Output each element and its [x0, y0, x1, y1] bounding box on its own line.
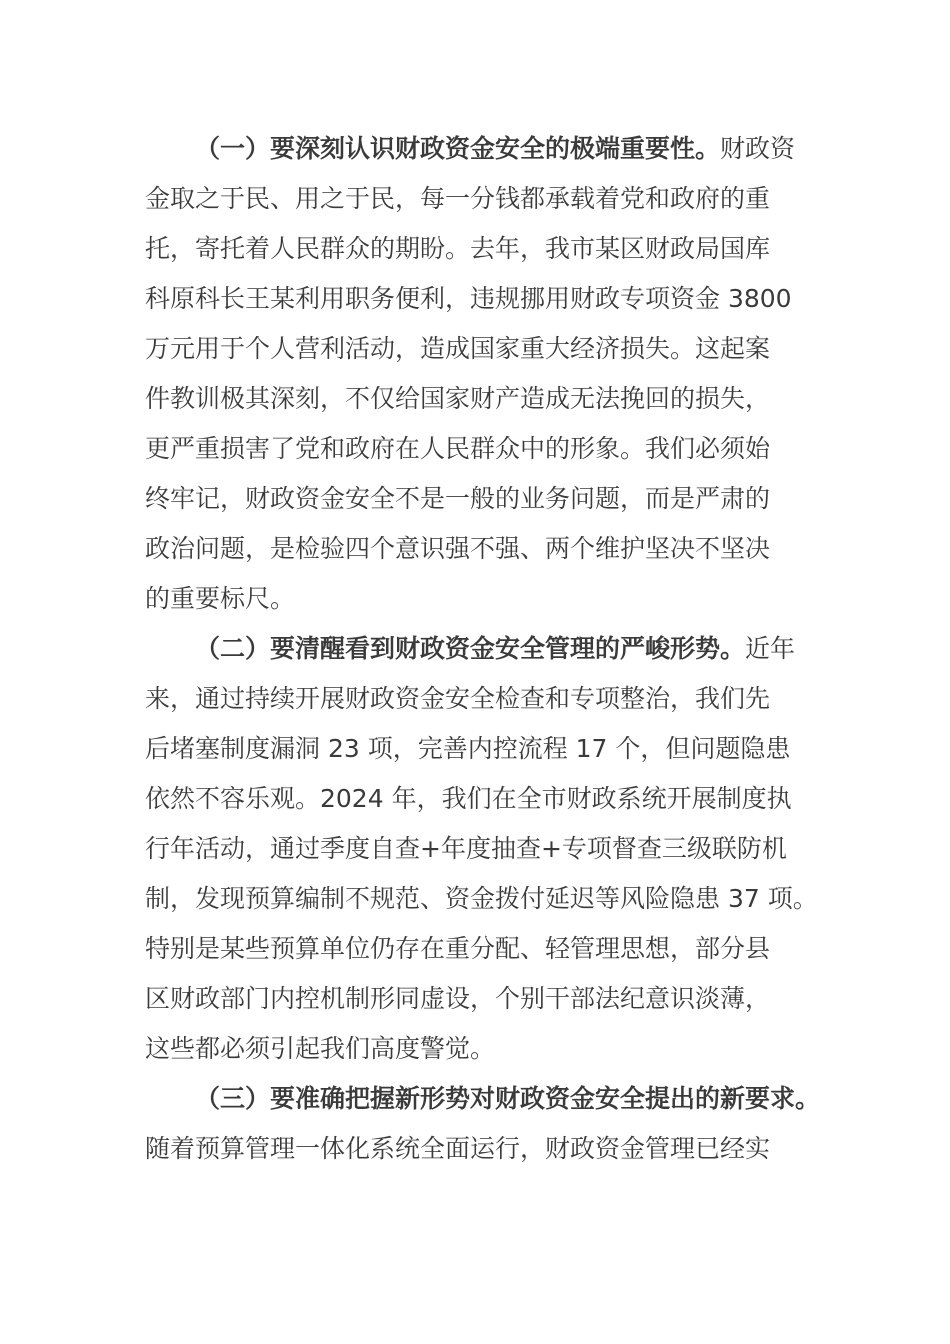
section-1-first-line	[145, 124, 825, 174]
section-2-heading: （二）要清醒看到财政资金安全管理的严峻形势。	[195, 634, 746, 663]
section-1-line: 政治问题，是检验四个意识强不强、两个维护坚决不坚决	[145, 534, 771, 563]
section-2-line: 行年活动，通过季度自查+年度抽查+专项督查三级联防机	[145, 834, 787, 863]
section-1-line: 终牢记，财政资金安全不是一般的业务问题，而是严肃的	[145, 484, 771, 513]
section-2-line: 制，发现预算编制不规范、资金拨付延迟等风险隐患 37 项。	[145, 884, 818, 913]
section-1-line: 万元用于个人营利活动，造成国家重大经济损失。这起案	[145, 334, 771, 363]
section-2-line: 特别是某些预算单位仍存在重分配、轻管理思想，部分县	[145, 934, 771, 963]
section-2-first-line	[145, 624, 825, 674]
section-1-heading: （一）要深刻认识财政资金安全的极端重要性。	[195, 134, 721, 163]
section-1-line: 的重要标尺。	[145, 584, 296, 613]
section-2-line: 后堵塞制度漏洞 23 项，完善内控流程 17 个，但问题隐患	[145, 734, 791, 763]
section-3-heading: （三）要准确把握新形势对财政资金安全提出的新要求。	[195, 1084, 821, 1113]
section-3-first-line	[145, 1074, 825, 1124]
section-1-line: 件教训极其深刻，不仅给国家财产造成无法挽回的损失，	[145, 384, 771, 413]
section-1-line: 更严重损害了党和政府在人民群众中的形象。我们必须始	[145, 434, 771, 463]
section-2-line: 来，通过持续开展财政资金安全检查和专项整治，我们先	[145, 684, 771, 713]
section-1-line: 金取之于民、用之于民，每一分钱都承载着党和政府的重	[145, 184, 771, 213]
section-2-line: 近年	[745, 634, 796, 663]
section-2-line: 这些都必须引起我们高度警觉。	[145, 1034, 496, 1063]
document-body	[145, 124, 825, 1174]
section-3-line: 随着预算管理一体化系统全面运行，财政资金管理已经实	[145, 1134, 771, 1163]
section-1-line: 财政资	[720, 134, 796, 163]
section-2-line: 区财政部门内控机制形同虚设，个别干部法纪意识淡薄，	[145, 984, 771, 1013]
section-2-line: 依然不容乐观。2024 年，我们在全市财政系统开展制度执	[145, 784, 792, 813]
section-1-line: 科原科长王某利用职务便利，违规挪用财政专项资金 3800	[145, 284, 792, 313]
section-1-line: 托，寄托着人民群众的期盼。去年，我市某区财政局国库	[145, 234, 771, 263]
